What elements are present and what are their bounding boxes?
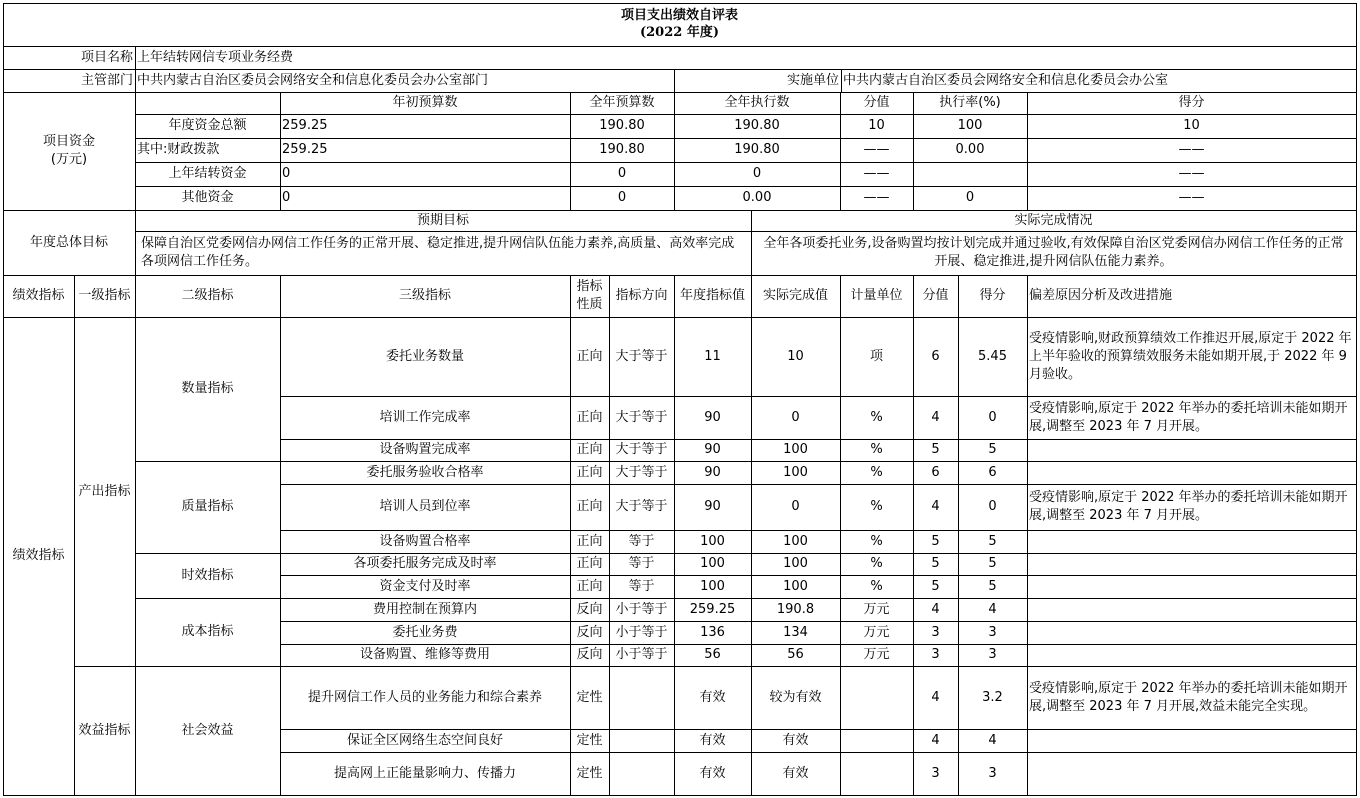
kpi-row-unit: % (870, 578, 883, 594)
l1-output: 产出指标 (78, 483, 131, 499)
kpi-row-unit: % (870, 442, 883, 457)
kpi-row-score_max: 4 (931, 601, 940, 617)
kpi-row-note (1027, 553, 1356, 575)
kpi-header-12: 偏差原因分析及改进措施 (1029, 288, 1173, 303)
grid-line (135, 598, 1357, 599)
kpi-row-dir: 大于等于 (615, 348, 668, 364)
kpi-row-score_max: 3 (931, 765, 940, 781)
funds-cell: 259.25 (282, 142, 328, 157)
kpi-row-score: 5.45 (978, 348, 1007, 364)
kpi-row-actual: 0 (791, 409, 800, 425)
grid-line (280, 530, 1357, 531)
kpi-row-note: 受疫情影响,原定于 2022 年举办的委托培训未能如期开展,调整至 2023 年 7 月开展。 (1029, 400, 1348, 434)
kpi-row-score_max: 5 (931, 556, 940, 571)
project-name-value: 上年结转网信专项业务经费 (137, 49, 294, 65)
grid-line (3, 46, 1357, 47)
kpi-row-dir (609, 729, 674, 752)
kpi-row-score_max: 5 (931, 442, 940, 457)
funds-row-label: 其中:财政拨款 (137, 142, 220, 157)
kpi-row-unit (840, 729, 913, 752)
kpi-row-note (1027, 752, 1356, 795)
kpi-header-5: 指标性质 (576, 279, 603, 312)
kpi-row-dir: 等于 (628, 556, 655, 571)
funds-cell: —— (863, 190, 890, 205)
funds-cell: 0.00 (742, 190, 772, 205)
kpi-row-note: 受疫情影响,财政预算绩效工作推迟开展,原定于 2022 年上半年验收的预算绩效服务未能如期开展,于 2022 年 9 月验收。 (1029, 330, 1352, 382)
grid-line (1027, 275, 1028, 796)
grid-line (570, 92, 571, 211)
kpi-row-score: 3.2 (982, 689, 1003, 705)
kpi-row-target: 有效 (699, 765, 726, 781)
kpi-row-dir: 大于等于 (615, 464, 668, 480)
grid-line (958, 275, 959, 796)
l2-indicator: 社会效益 (181, 722, 234, 738)
grid-line (74, 666, 1357, 667)
goal-expected-text: 保障自治区党委网信办网信工作任务的正常开展、稳定推进,提升网信队伍能力素养,高质量、高效率完成各项网信工作任务。 (141, 236, 735, 269)
kpi-row-dir: 大于等于 (615, 409, 668, 425)
kpi-header-11: 得分 (979, 288, 1006, 303)
kpi-row-name: 设备购置完成率 (379, 442, 471, 457)
kpi-row-score_max: 5 (931, 533, 940, 549)
grid-line (3, 210, 1357, 211)
kpi-row-dir: 等于 (628, 533, 655, 549)
grid-line (135, 275, 136, 796)
kpi-row-name: 各项委托服务完成及时率 (353, 556, 497, 571)
kpi-row-note (1027, 575, 1356, 598)
grid-line (135, 114, 1357, 115)
goal-actual-text: 全年各项委托业务,设备购置均按计划完成并通过验收,有效保障自治区党委网信办网信工作任务的正常开展、稳定推进,提升网信队伍能力素养。 (763, 236, 1344, 269)
grid-line (280, 575, 1357, 576)
kpi-row-unit: % (870, 409, 883, 425)
funds-header-score: 得分 (1178, 95, 1205, 110)
kpi-row-dir: 大于等于 (615, 499, 668, 514)
kpi-row-note (1027, 729, 1356, 752)
grid-line (913, 92, 914, 211)
title-block (3, 3, 1356, 45)
kpi-row-unit: 万元 (863, 647, 890, 662)
funds-cell: 190.80 (599, 142, 645, 157)
grid-line (280, 729, 1357, 730)
funds-cell: 190.80 (734, 118, 780, 133)
funds-cell: —— (1178, 190, 1205, 205)
kpi-row-target: 90 (704, 442, 721, 457)
funds-row-label: 其他资金 (181, 190, 234, 205)
kpi-row-score: 0 (988, 499, 997, 514)
kpi-row-score_max: 4 (931, 732, 940, 748)
kpi-row-actual: 0 (791, 499, 800, 514)
kpi-row-name: 提升网信工作人员的业务能力和综合素养 (307, 689, 542, 705)
kpi-row-dir: 等于 (628, 578, 655, 594)
grid-line (135, 186, 1357, 187)
kpi-row-target: 259.25 (689, 601, 736, 617)
kpi-row-note (1027, 461, 1356, 484)
kpi-row-name: 设备购置合格率 (379, 533, 471, 549)
kpi-row-target: 90 (704, 499, 721, 514)
kpi-row-target: 56 (704, 647, 721, 662)
kpi-row-note (1027, 621, 1356, 644)
kpi-header-7: 年度指标值 (679, 288, 745, 303)
funds-header-score-max: 分值 (863, 95, 890, 110)
page-year: (2022 年度) (639, 25, 719, 40)
funds-cell: 0 (752, 166, 762, 181)
kpi-row-nature: 正向 (576, 578, 603, 594)
kpi-row-nature: 正向 (576, 409, 603, 425)
kpi-row-actual: 100 (783, 533, 808, 549)
funds-cell: 100 (957, 118, 983, 133)
kpi-row-actual: 有效 (782, 765, 809, 781)
kpi-row-note: 受疫情影响,原定于 2022 年举办的委托培训未能如期开展,调整至 2023 年 7 月开展。 (1029, 490, 1348, 523)
kpi-row-nature: 定性 (576, 765, 603, 781)
kpi-row-name: 设备购置、维修等费用 (359, 647, 490, 662)
kpi-row-nature: 正向 (576, 348, 603, 364)
kpi-row-note (1027, 439, 1356, 461)
funds-header-budget-initial: 年初预算数 (392, 95, 458, 110)
impl-label: 实施单位 (786, 72, 839, 88)
funds-cell: 0 (965, 190, 975, 205)
kpi-row-score_max: 3 (931, 647, 940, 662)
l2-indicator: 质量指标 (181, 499, 234, 514)
kpi-row-unit: % (870, 533, 883, 549)
kpi-row-dir: 小于等于 (615, 624, 668, 640)
kpi-row-name: 委托业务费 (392, 624, 458, 640)
kpi-row-nature: 定性 (576, 732, 603, 748)
kpi-row-unit: 项 (869, 348, 883, 364)
grid-line (3, 317, 1357, 318)
kpi-row-score: 6 (988, 464, 997, 480)
l2-indicator: 时效指标 (181, 567, 234, 583)
kpi-row-name: 委托服务验收合格率 (366, 464, 484, 480)
kpi-row-nature: 正向 (576, 499, 603, 514)
kpi-row-target: 11 (704, 348, 721, 364)
kpi-row-name: 委托业务数量 (385, 348, 464, 364)
kpi-header-6: 指标方向 (615, 288, 668, 303)
kpi-row-score: 3 (988, 647, 997, 662)
kpi-row-target: 90 (704, 409, 721, 425)
funds-row-label: 上年结转资金 (168, 166, 247, 181)
kpi-row-nature: 正向 (576, 533, 603, 549)
kpi-row-unit: 万元 (863, 624, 890, 640)
dept-value: 中共内蒙古自治区委员会网络安全和信息化委员会办公室部门 (137, 72, 489, 88)
kpi-row-nature: 反向 (576, 601, 603, 617)
kpi-row-actual: 190.8 (776, 601, 815, 617)
kpi-row-actual: 100 (783, 578, 808, 594)
grid-line (135, 461, 1357, 462)
kpi-row-dir (609, 752, 674, 795)
funds-cell: 0 (282, 166, 291, 181)
kpi-row-score: 3 (988, 765, 997, 781)
kpi-header-4: 三级指标 (398, 288, 451, 303)
grid-line (840, 275, 841, 796)
grid-line (280, 644, 1357, 645)
kpi-row-target: 90 (704, 464, 721, 480)
kpi-row-score_max: 4 (931, 499, 940, 514)
grid-line (280, 396, 1357, 397)
kpi-header-10: 分值 (922, 288, 949, 303)
kpi-header-8: 实际完成值 (762, 288, 828, 303)
kpi-row-note (1027, 530, 1356, 553)
grid-line (1027, 92, 1028, 211)
funds-cell: 10 (868, 118, 885, 133)
funds-cell: —— (1178, 166, 1205, 181)
kpi-row-unit: % (870, 556, 883, 571)
grid-line (135, 46, 136, 276)
kpi-row-actual: 100 (783, 442, 808, 457)
funds-cell: 259.25 (282, 118, 328, 133)
kpi-row-actual: 较为有效 (769, 689, 822, 705)
grid-line (751, 275, 752, 796)
grid-line (74, 275, 75, 796)
funds-cell: 0 (617, 166, 627, 181)
grid-line (280, 92, 281, 211)
kpi-row-score: 4 (988, 601, 997, 617)
kpi-row-target: 有效 (699, 732, 726, 748)
funds-label: 项目资金 (万元) (42, 134, 95, 167)
grid-line (280, 752, 1357, 753)
kpi-row-name: 提高网上正能量影响力、传播力 (333, 765, 516, 781)
kpi-row-actual: 100 (783, 556, 808, 571)
kpi-row-dir: 小于等于 (615, 601, 668, 617)
kpi-row-target: 100 (700, 578, 725, 594)
kpi-row-target: 100 (700, 533, 725, 549)
funds-cell: 10 (1183, 118, 1200, 133)
l1-benefit: 效益指标 (78, 722, 131, 738)
funds-header-executed: 全年执行数 (724, 95, 790, 110)
grid-line (135, 553, 1357, 554)
kpi-row-score_max: 4 (931, 689, 940, 705)
kpi-row-target: 136 (700, 624, 725, 640)
kpi-row-score: 4 (988, 732, 997, 748)
grid-line (1356, 3, 1357, 796)
funds-cell: 0.00 (955, 142, 985, 157)
funds-cell: 190.80 (599, 118, 645, 133)
grid-line (840, 92, 841, 211)
grid-line (570, 275, 571, 796)
funds-cell: —— (863, 166, 890, 181)
kpi-row-score: 5 (988, 442, 997, 457)
kpi-header-1: 绩效指标 (12, 288, 65, 303)
kpi-row-score_max: 5 (931, 578, 940, 594)
funds-cell: —— (1178, 142, 1205, 157)
kpi-row-score_max: 6 (931, 348, 940, 364)
kpi-row-score: 0 (988, 409, 997, 425)
funds-cell (913, 162, 1027, 186)
kpi-row-actual: 100 (783, 464, 808, 480)
kpi-row-unit: 万元 (863, 601, 890, 617)
kpi-row-dir: 大于等于 (615, 442, 668, 457)
grid-line (280, 439, 1357, 440)
grid-line (3, 69, 1357, 70)
dept-label: 主管部门 (80, 72, 133, 88)
kpi-row-target: 100 (700, 556, 725, 571)
kpi-row-score: 3 (988, 624, 997, 640)
kpi-row-nature: 反向 (576, 624, 603, 640)
kpi-row-target: 有效 (699, 689, 726, 705)
grid-line (3, 795, 1357, 796)
kpi-row-score: 5 (988, 533, 997, 549)
grid-line (135, 162, 1357, 163)
kpi-row-note (1027, 598, 1356, 621)
funds-cell: 0 (617, 190, 627, 205)
grid-line (674, 275, 675, 796)
kpi-row-score_max: 3 (931, 624, 940, 640)
kpi-row-dir: 小于等于 (615, 647, 668, 662)
page-title: 项目支出绩效自评表 (620, 8, 738, 23)
kpi-row-name: 费用控制在预算内 (372, 601, 477, 617)
grid-line (3, 92, 1357, 93)
kpi-row-score: 5 (988, 578, 997, 594)
grid-line (135, 231, 1357, 232)
kpi-row-actual: 56 (787, 647, 804, 662)
funds-cell: 190.80 (734, 142, 780, 157)
l2-indicator: 成本指标 (181, 624, 234, 639)
kpi-row-unit: % (870, 464, 883, 480)
l2-indicator: 数量指标 (181, 381, 234, 396)
kpi-row-nature: 反向 (576, 647, 603, 662)
funds-cell: —— (863, 142, 890, 157)
goal-actual-label: 实际完成情况 (1014, 212, 1093, 228)
grid-line (3, 3, 4, 796)
goal-expected-label: 预期目标 (416, 212, 469, 228)
kpi-row-unit: % (870, 499, 883, 514)
goal-label: 年度总体目标 (29, 234, 108, 250)
project-name-label: 项目名称 (80, 49, 133, 65)
kpi-row-name: 培训工作完成率 (379, 409, 471, 425)
funds-header-exec-rate: 执行率(%) (939, 95, 1001, 110)
funds-header-budget-annual: 全年预算数 (589, 95, 655, 110)
kpi-row-nature: 定性 (576, 689, 603, 705)
funds-row-label: 年度资金总额 (168, 118, 247, 133)
grid-line (913, 275, 914, 796)
grid-line (280, 275, 281, 796)
kpi-row-score_max: 4 (931, 409, 940, 425)
grid-line (3, 275, 1357, 276)
kpi-row-name: 资金支付及时率 (379, 578, 471, 594)
kpi-row-nature: 正向 (576, 442, 603, 457)
funds-cell: 0 (282, 190, 291, 205)
grid-line (674, 69, 675, 93)
kpi-row-score: 5 (988, 556, 997, 571)
grid-line (841, 69, 842, 93)
grid-line (3, 3, 1357, 4)
grid-line (280, 621, 1357, 622)
kpi-header-2: 一级指标 (78, 288, 131, 303)
kpi-header-9: 计量单位 (850, 288, 903, 303)
funds-header-blank (135, 92, 280, 114)
kpi-row-name: 保证全区网络生态空间良好 (346, 732, 503, 748)
impl-value: 中共内蒙古自治区委员会网络安全和信息化委员会办公室 (843, 72, 1169, 88)
grid-line (280, 484, 1357, 485)
kpi-row-actual: 134 (783, 624, 808, 640)
kpi-row-note: 受疫情影响,原定于 2022 年举办的委托培训未能如期开展,调整至 2023 年 7 月开展,效益未能完全实现。 (1029, 680, 1348, 714)
kpi-header-3: 二级指标 (181, 288, 234, 303)
kpi-row-actual: 10 (787, 348, 804, 364)
grid-line (674, 92, 675, 211)
kpi-row-note (1027, 644, 1356, 666)
grid-line (751, 210, 752, 276)
kpi-row-score_max: 6 (931, 464, 940, 480)
grid-line (609, 275, 610, 796)
kpi-row-nature: 正向 (576, 556, 603, 571)
kpi-row-unit (840, 666, 913, 729)
kpi-row-dir (609, 666, 674, 729)
grid-line (135, 138, 1357, 139)
kpi-row-unit (840, 752, 913, 795)
kpi-row-nature: 正向 (576, 464, 603, 480)
kpi-row-name: 培训人员到位率 (379, 499, 471, 514)
kpi-row-actual: 有效 (782, 732, 809, 748)
kpi-label: 绩效指标 (12, 548, 65, 563)
